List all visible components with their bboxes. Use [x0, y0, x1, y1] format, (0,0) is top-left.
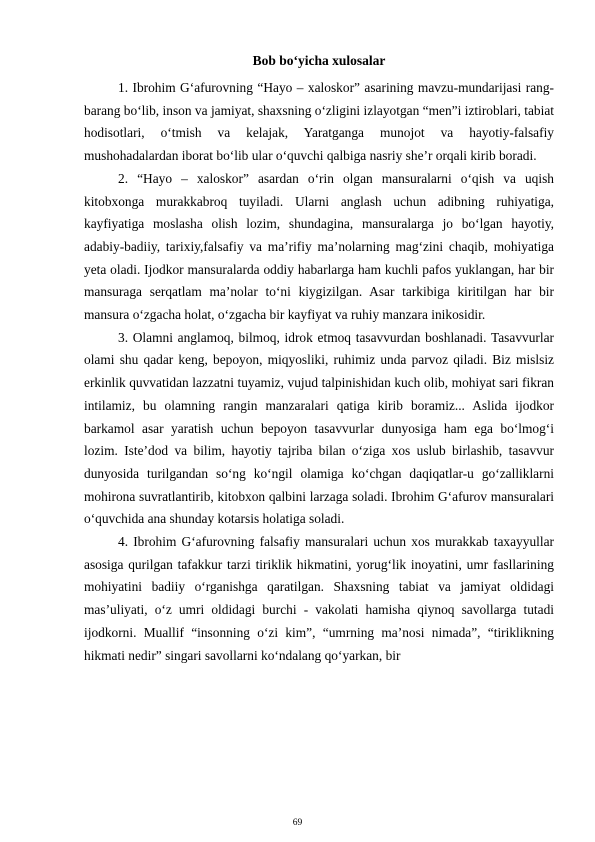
paragraph-2: 2. “Hayo – xaloskor” asardan o‘rin olgan mansuralarni o‘qish va uqish kitobxonga murakkabroq tuyiladi. Ularni anglash uchun adibning ruhiyatiga, kayfiyatiga moslasha olish lozim, shundagina, mansuralarga jo bo‘lgan hayotiy, adabiy-badiiy, tarixiy,falsafiy va ma’rifiy ma’nolarning mag‘zini chaqib, mohiyatiga yeta oladi. Ijodkor mansuralarda oddiy habarlarga ham kuchli pafos yuklangan, har bir mansuraga serqatlam ma’nolar to‘ni kiygizilgan. Asar tarkibiga kiritilgan har bir mansura o‘zgacha holat, o‘zgacha bir kayfiyat va ruhiy manzara inikosidir.	[84, 170, 554, 323]
section-heading: Bob bo‘yicha xulosalar	[252, 53, 386, 68]
document-page	[84, 52, 554, 667]
page-number: 69	[292, 818, 303, 828]
paragraph-4: 4. Ibrohim G‘afurovning falsafiy mansuralari uchun xos murakkab taxayyullar asosiga qurilgan tafakkur tarzi tiriklik hikmatini, yorug‘lik inoyatini, umr fasllarining mohiyatini badiiy o‘rganishga qaratilgan. Shaxsning tabiat va jamiyat oldidagi mas’uliyati, o‘z umri oldidagi burchi - vakolati hamisha qiynoq savollarga tutadi ijodkorni. Muallif “insonning o‘zi kim”, “umrning ma’nosi nimada”, “tiriklikning hikmati nedir” singari savollarni ko‘ndalang qo‘yarkan, bir	[84, 534, 554, 663]
paragraph-1: 1. Ibrohim G‘afurovning “Hayo – xaloskor” asarining mavzu-mundarijasi rang-barang bo‘lib, inson va jamiyat, shaxsning o‘zligini izlayotgan “men”i iztiroblari, tabiat hodisotlari, o‘tmish va kelajak, Yaratganga munojot va hayotiy-falsafiy mushohadalardan iborat bo‘lib ular o‘quvchi qalbiga nasriy she’r orqali kirib boradi.	[84, 80, 554, 164]
paragraph-3: 3. Olamni anglamoq, bilmoq, idrok etmoq tasavvurdan boshlanadi. Tasavvurlar olami shu qadar keng, bepoyon, miqyosliki, ruhimiz unda parvoz qiladi. Biz mislsiz erkinlik quvvatidan lazzatni tuyamiz, vujud talpinishidan kuch olib, mohiyat sari fikran intilamiz, bu olamning rangin manzaralari qatiga kirib boramiz... Aslida ijodkor barkamol asar yaratish uchun bepoyon tasavvurlar dunyosiga ham ega bo‘lmog‘i lozim. Iste’dod va bilim, hayotiy tajriba bilan o‘ziga xos uslub birlashib, tasavvur dunyosida turilgandan so‘ng ko‘ngil olamiga ko‘chgan daqiqatlar-u go‘zalliklarni mohirona suvratlantirib, kitobxon qalbini larzaga soladi. Ibrohim G‘afurov mansuralari o‘quvchida ana shunday kotarsis holatiga soladi.	[84, 329, 554, 527]
